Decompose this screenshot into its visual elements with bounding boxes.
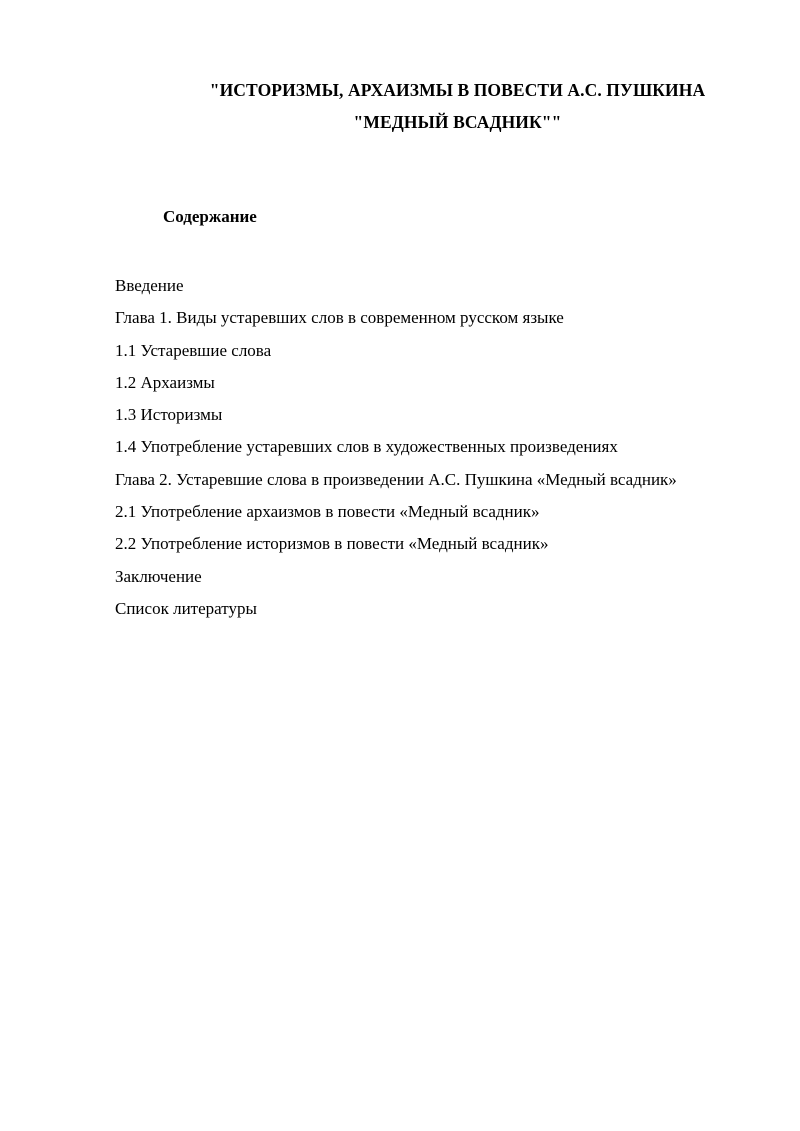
toc-item-chapter-2: Глава 2. Устаревшие слова в произведении А.С. Пушкина «Медный всадник» xyxy=(115,469,677,489)
toc-item-1-3: 1.3 Историзмы xyxy=(115,405,223,425)
toc-item-1-2: 1.2 Архаизмы xyxy=(115,372,215,392)
title-line-2: "МЕДНЫЙ ВСАДНИК"" xyxy=(353,112,562,132)
toc-item-introduction: Введение xyxy=(115,276,184,295)
toc-item-2-2: 2.2 Употребление историзмов в повести «Медный всадник» xyxy=(115,534,549,554)
title-line-1: "ИСТОРИЗМЫ, АРХАИЗМЫ В ПОВЕСТИ А.С. ПУШКИНА xyxy=(209,80,706,100)
table-of-contents xyxy=(115,270,677,625)
toc-item-1-1: 1.1 Устаревшие слова xyxy=(115,340,272,360)
toc-item-conclusion: Заключение xyxy=(115,566,202,586)
toc-item-1-4: 1.4 Употребление устаревших слов в художественных произведениях xyxy=(115,437,618,457)
toc-heading: Содержание xyxy=(163,207,257,226)
toc-item-bibliography: Список литературы xyxy=(115,598,257,618)
toc-item-chapter-1: Глава 1. Виды устаревших слов в современном русском языке xyxy=(115,308,564,328)
toc-item-2-1: 2.1 Употребление архаизмов в повести «Медный всадник» xyxy=(115,502,540,522)
document-title xyxy=(115,74,800,138)
